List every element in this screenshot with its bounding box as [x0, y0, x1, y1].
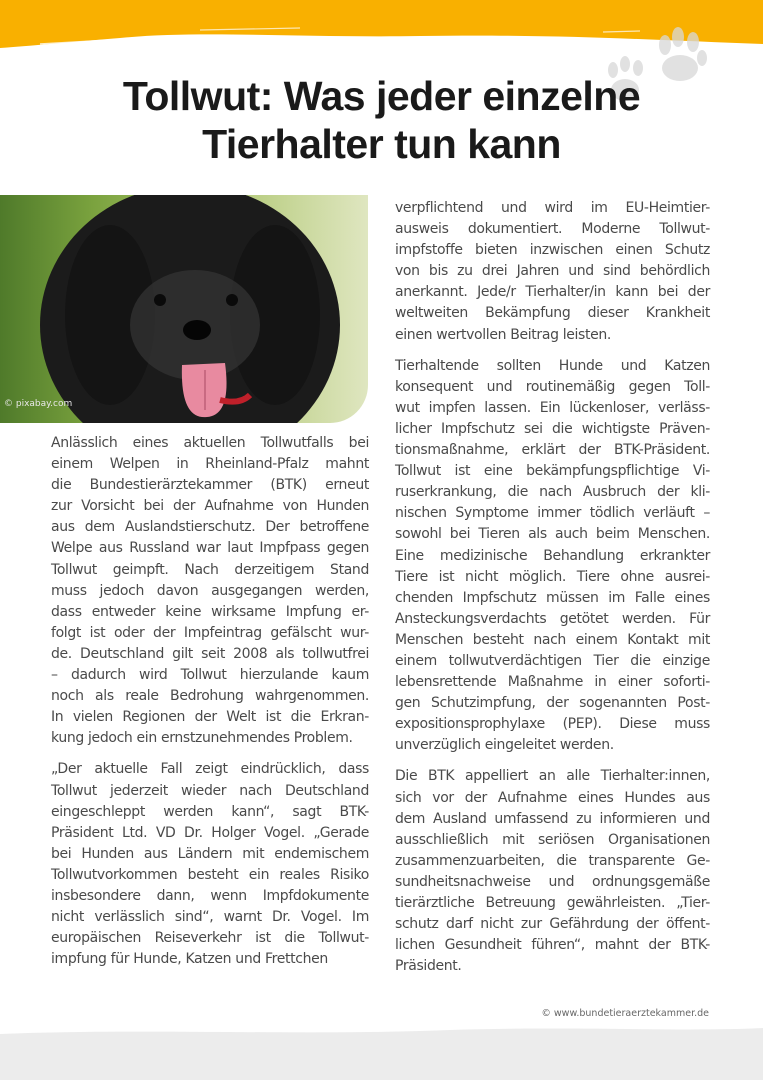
text-line: eingeschleppt werden kann“, sagt BTK- [51, 803, 369, 820]
text-line: konsequent und routinemäßig gegen Toll- [395, 378, 710, 395]
text-line: Menschen besteht nach einem Kontakt mit [395, 631, 710, 648]
text-line: Anlässlich eines aktuellen Tollwutfalls bei [51, 435, 369, 451]
text-line: Tierhaltende sollten Hunde und Katzen [395, 357, 710, 374]
text-line: expositionsprophylaxe (PEP). Diese muss [395, 716, 710, 733]
text-line: von bis zu drei Jahren und sind behördlich [395, 263, 710, 280]
text-line: anerkannt. Jede/r Tierhalter/in kann bei der [395, 284, 710, 301]
text-line: Tiere ist nicht möglich. Tiere ohne ausrei- [395, 568, 710, 585]
text-line: noch als reale Bedrohung wahrgenommen. [51, 688, 369, 705]
text-line: Welpe aus Russland war laut Impfpass gegen [51, 540, 369, 557]
text-line: „Der aktuelle Fall zeigt eindrücklich, dass [51, 761, 369, 778]
text-line: kung jedoch ein ernstzunehmendes Problem. [51, 730, 353, 747]
text-line: tierärztliche Betreuung gewährleisten. „Tier- [395, 895, 710, 911]
text-line: nicht verlässlich sind“, warnt Dr. Vogel. Im [51, 909, 369, 926]
text-line: lebensrettende Maßnahme in einer soforti- [395, 674, 710, 691]
text-line: – dadurch wird Tollwut hierzulande kaum [51, 667, 369, 684]
text-line: ruserkrankung, die nach Ausbruch der kli- [395, 484, 710, 501]
text-line: ausschließlich mit seriösen Organisationen [395, 831, 710, 848]
text-line: europäischen Reiseverkehr ist die Tollwut- [51, 930, 369, 947]
text-line: insbesondere dann, wenn Impfdokumente [51, 887, 369, 904]
text-line: Präsident. [395, 958, 462, 975]
paragraph [395, 356, 710, 757]
text-line: bei Hunden aus Ländern mit endemischem [51, 845, 369, 862]
text-line: chenden Impfschutz müssen im Falle eines [395, 589, 710, 606]
text-line: ausweis dokumentiert. Moderne Tollwut- [395, 221, 710, 238]
text-line: tionsmaßnahme, erklärt der BTK-Präsident. [395, 442, 710, 459]
footer-band [0, 1020, 763, 1080]
text-line: lichen Gesundheit führen“, mahnt der BTK- [395, 937, 710, 954]
title-line-2: Tierhalter tun kann [202, 121, 561, 167]
page-title [0, 72, 763, 168]
text-line: zusammenzuarbeiten, die transparente Ge- [395, 852, 710, 869]
left-column [51, 433, 369, 980]
text-line: sundheitsnachweise und ordnungsgemäße [395, 873, 710, 890]
text-line: Tollwutvorkommen besteht ein reales Risiko [51, 866, 369, 883]
text-line: zur Vorsicht bei der Aufnahme von Hunden [51, 498, 369, 515]
text-line: Eine medizinische Behandlung erkrankter [395, 547, 710, 564]
copyright-notice: © www.bundetieraerztekammer.de [541, 1008, 709, 1019]
text-line: folgt ist oder der Impfeintrag gefälscht wur- [51, 624, 369, 641]
paragraph [51, 759, 369, 970]
text-line: wut impfen lassen. Ein lückenloser, verläss- [395, 399, 710, 416]
paragraph [395, 198, 710, 346]
text-line: die Bundestierärztekammer (BTK) erneut [51, 477, 369, 494]
text-line: weltweiten Bekämpfung dieser Krankheit [395, 305, 710, 322]
text-line: einem Welpen in Rheinland-Pfalz mahnt [51, 456, 369, 473]
text-line: dass entweder keine wirksame Impfung er- [51, 603, 369, 620]
text-line: verpflichtend und wird im EU-Heimtier- [395, 200, 710, 216]
text-line: unverzüglich eingeleitet werden. [395, 737, 614, 754]
text-line: dem Ausland umfassend zu informieren und [395, 810, 710, 827]
text-line: einem tollwutverdächtigen Tier die einzige [395, 652, 710, 669]
text-line: aus dem Auslandstierschutz. Der betroffene [51, 519, 369, 536]
text-line: de. Deutschland gilt seit 2008 als tollwutfrei [51, 645, 369, 662]
text-line: einen wertvollen Beitrag leisten. [395, 326, 612, 343]
paragraph [395, 766, 710, 977]
text-line: Tollwut geimpft. Nach derzeitigem Stand [51, 561, 369, 578]
text-line: impfung für Hunde, Katzen und Frettchen [51, 951, 328, 968]
text-line: Ansteckungsverdachts getötet werden. Für [395, 610, 710, 627]
text-line: sowohl bei Tieren als auch beim Menschen. [395, 526, 710, 543]
text-line: licher Impfschutz sei die wichtigste Präven- [395, 420, 710, 437]
text-line: gen Schutzimpfung, der sogenannten Post- [395, 695, 710, 712]
text-line: impfstoffe bieten inzwischen einen Schutz [395, 242, 710, 259]
text-line: muss jedoch davon ausgegangen werden, [51, 582, 369, 599]
text-line: Präsident Ltd. VD Dr. Holger Vogel. „Gerade [51, 824, 369, 841]
title-line-1: Tollwut: Was jeder einzelne [122, 73, 641, 119]
text-line: Tollwut ist eine bekämpfungspflichtige Vi- [395, 463, 710, 480]
right-column [395, 198, 710, 987]
text-line: schutz darf nicht zur Gefährdung der öffent- [395, 916, 710, 933]
text-line: nischen Symptome immer tödlich verläuft – [395, 505, 710, 522]
puppy-photo [0, 195, 368, 423]
paragraph [51, 433, 369, 749]
text-line: Tollwut jederzeit wieder nach Deutschland [51, 782, 369, 799]
text-line: Die BTK appelliert an alle Tierhalter:innen, [395, 768, 710, 785]
text-line: In vielen Regionen der Welt ist die Erkran- [51, 709, 369, 726]
text-line: sich vor der Aufnahme eines Hundes aus [395, 789, 710, 806]
photo-credit: © pixabay.com [4, 399, 73, 409]
